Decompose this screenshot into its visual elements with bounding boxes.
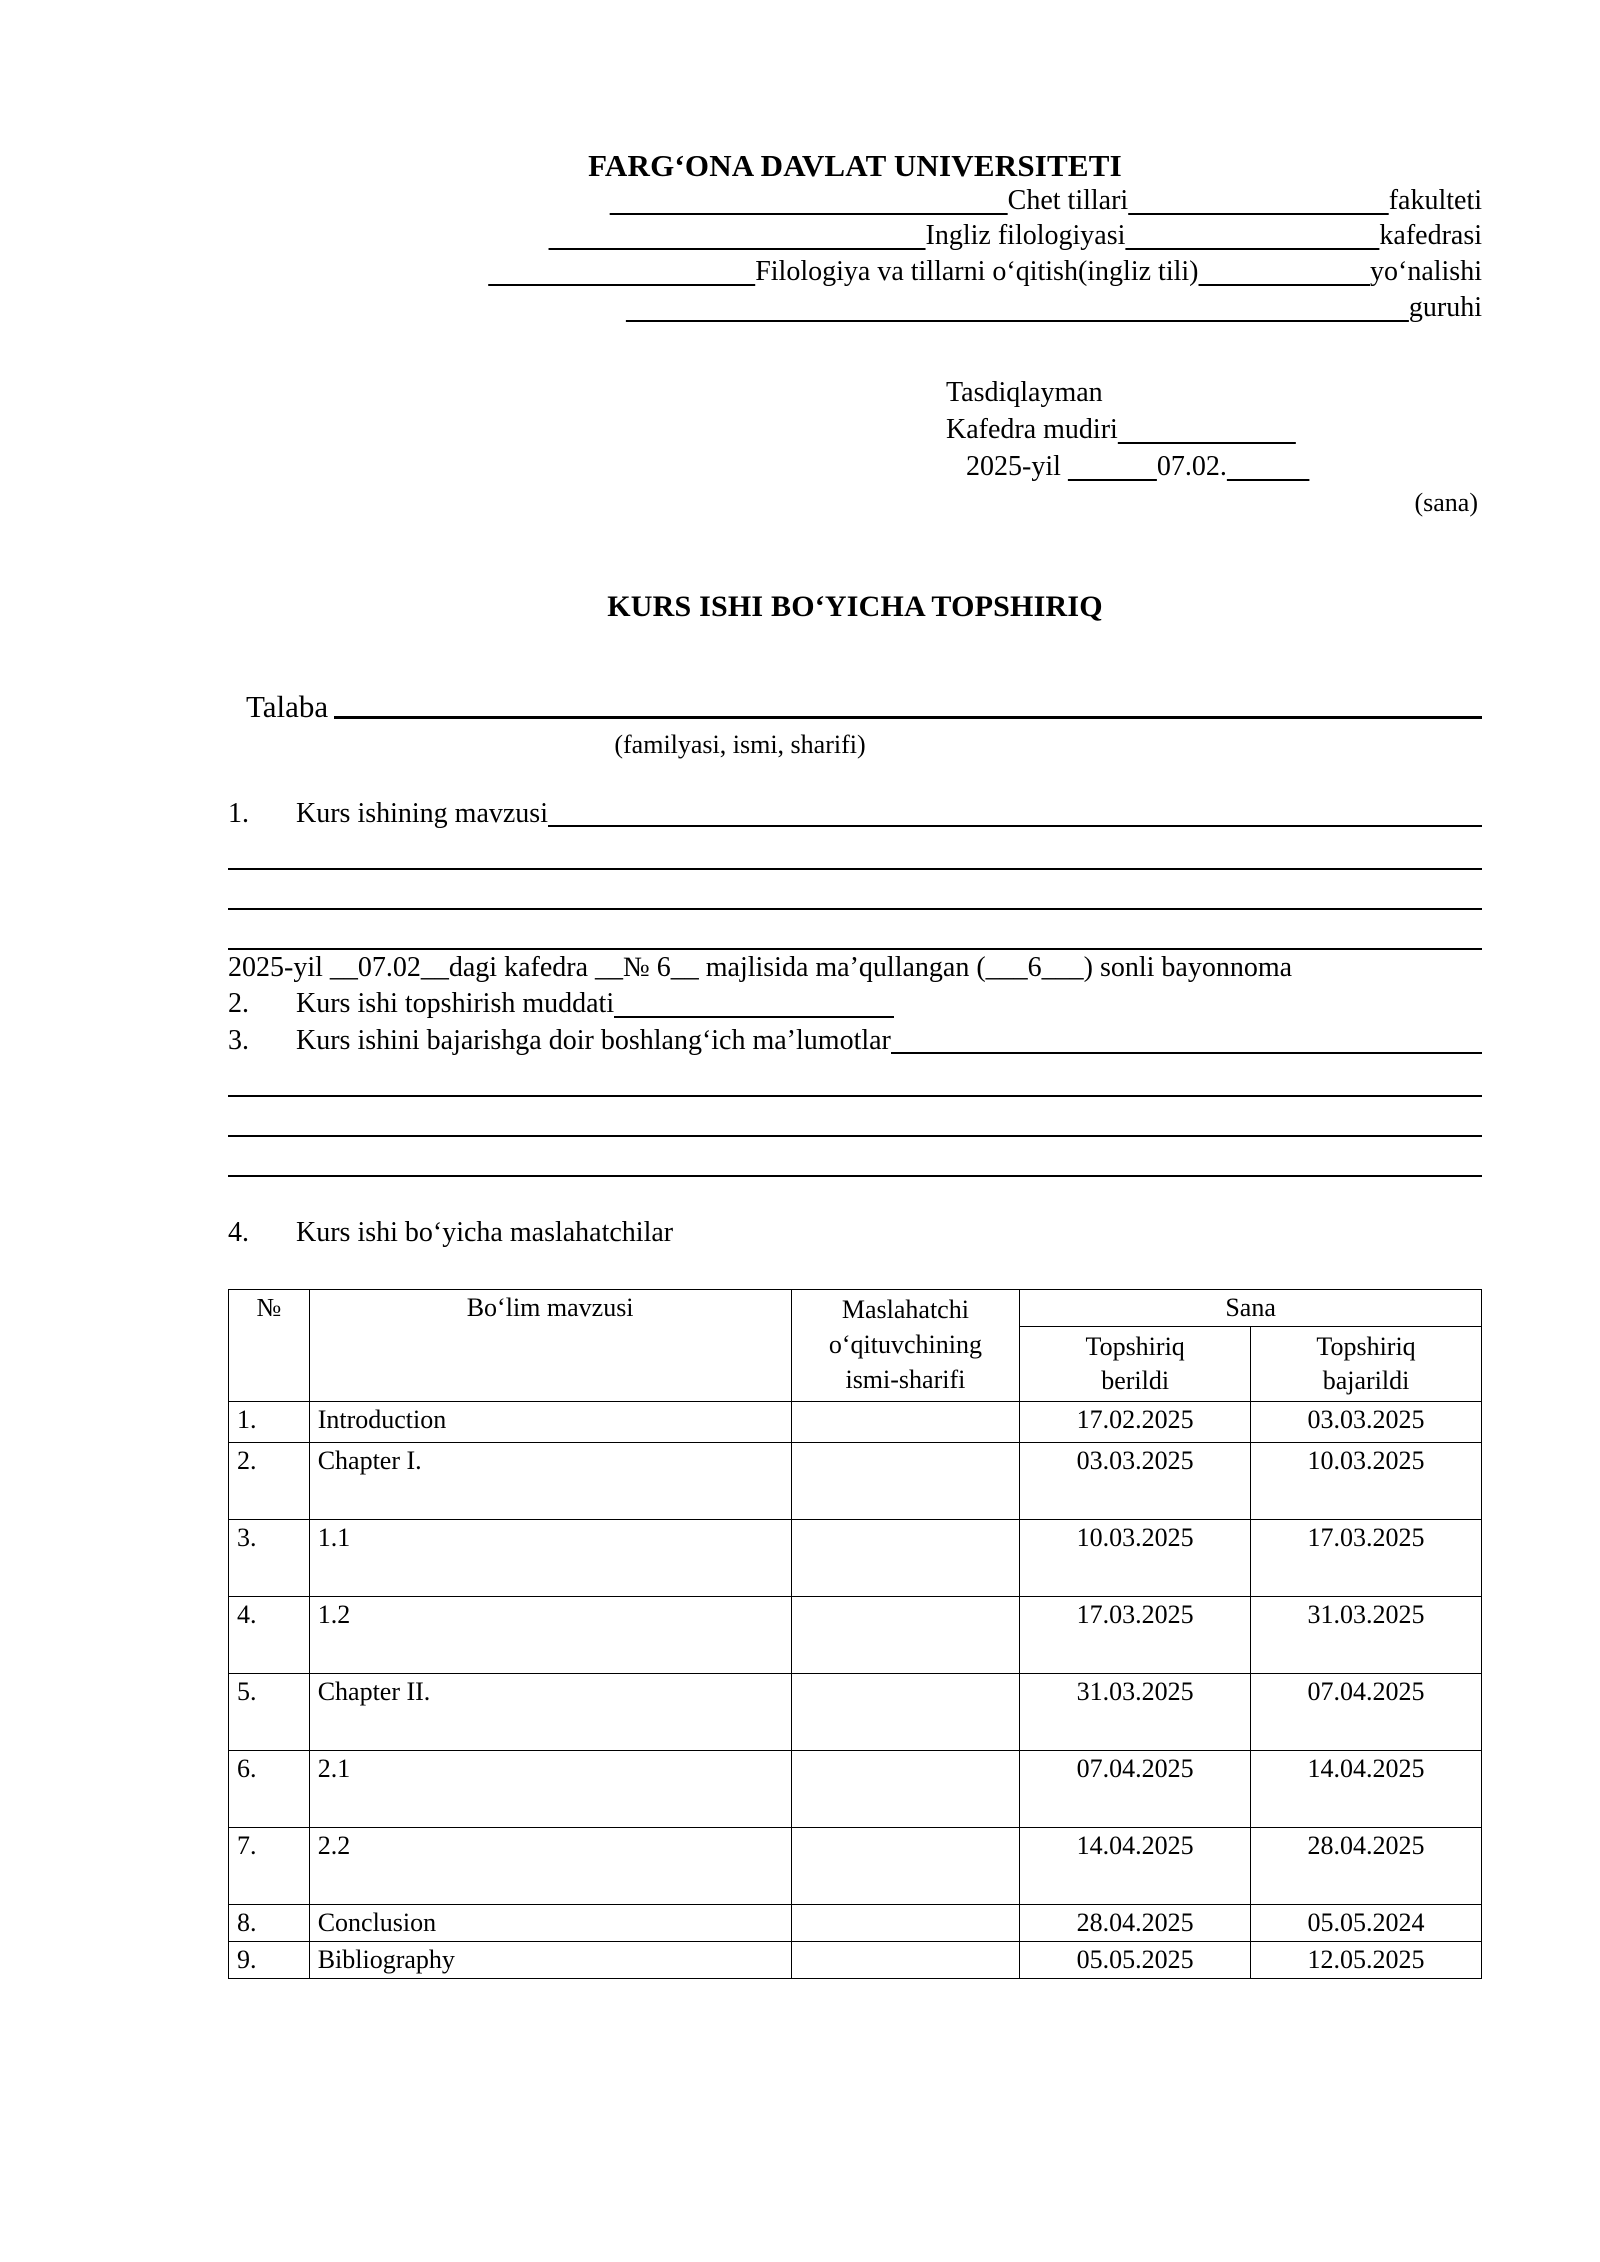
university-title: FARG‘ONA DAVLAT UNIVERSITETI — [588, 148, 1122, 183]
item-1-blank-line-1[interactable] — [228, 832, 1482, 870]
table-row — [229, 1519, 1482, 1596]
cell-no: 2. — [229, 1442, 310, 1519]
item-2-index: 2. — [228, 988, 249, 1020]
cell-topic: 1.2 — [309, 1596, 791, 1673]
department-value: Ingliz filologiyasi — [925, 220, 1126, 252]
document-content — [228, 0, 1482, 1979]
cell-topic: Bibliography — [309, 1941, 791, 1978]
approval-date-value: 07.02. — [1156, 451, 1227, 483]
cell-done: 10.03.2025 — [1251, 1442, 1482, 1519]
table-row — [229, 1827, 1482, 1904]
cell-done: 17.03.2025 — [1251, 1519, 1482, 1596]
col-header-teacher — [791, 1290, 1020, 1402]
cell-teacher[interactable] — [791, 1519, 1020, 1596]
approval-date-line — [946, 448, 1482, 485]
col-header-date-group: Sana — [1020, 1290, 1482, 1327]
table-row — [229, 1941, 1482, 1978]
col-header-teacher-line1: Maslahatchi — [841, 1295, 969, 1325]
consultants-plan-table — [228, 1289, 1482, 1979]
item-3-block — [228, 1023, 1482, 1177]
cell-no: 9. — [229, 1941, 310, 1978]
item-1-blank-line-3[interactable] — [228, 910, 1482, 950]
table-row — [229, 1596, 1482, 1673]
item-4 — [228, 1217, 1482, 1249]
cell-done: 31.03.2025 — [1251, 1596, 1482, 1673]
table-row — [229, 1401, 1482, 1442]
cell-topic: Chapter I. — [309, 1442, 791, 1519]
item-1-blank-line-2[interactable] — [228, 870, 1482, 910]
cell-given: 14.04.2025 — [1020, 1827, 1251, 1904]
cell-given: 05.05.2025 — [1020, 1941, 1251, 1978]
cell-given: 28.04.2025 — [1020, 1904, 1251, 1941]
faculty-value: Chet tillari — [1007, 184, 1129, 216]
program-label: yo‘nalishi — [1370, 256, 1482, 288]
col-header-teacher-line3: ismi-sharifi — [845, 1364, 966, 1394]
group-fill — [626, 292, 1409, 323]
col-header-done-line1: Topshiriq — [1316, 1332, 1416, 1362]
program-value: Filologiya va tillarni o‘qitish(ingliz tili) — [755, 256, 1199, 288]
item-1-input[interactable] — [548, 801, 1482, 827]
cell-no: 7. — [229, 1827, 310, 1904]
table-header-row-1 — [229, 1290, 1482, 1327]
protocol-line: 2025-yil __07.02__dagi kafedra __№ 6__ majlisida ma’qullangan (___6___) sonli bayonnoma — [228, 951, 1293, 983]
cell-done: 12.05.2025 — [1251, 1941, 1482, 1978]
approval-head-line — [946, 411, 1482, 448]
student-name-row — [228, 690, 1482, 722]
cell-given: 10.03.2025 — [1020, 1519, 1251, 1596]
cell-given: 31.03.2025 — [1020, 1673, 1251, 1750]
table-body — [229, 1401, 1482, 1978]
cell-teacher[interactable] — [791, 1827, 1020, 1904]
header-field-faculty — [228, 183, 1482, 219]
item-4-index: 4. — [228, 1217, 249, 1249]
faculty-fill-right — [1128, 185, 1389, 216]
table-row — [229, 1442, 1482, 1519]
approval-head-label: Kafedra mudiri — [946, 414, 1118, 446]
cell-no: 6. — [229, 1750, 310, 1827]
item-3-blank-line-1[interactable] — [228, 1059, 1482, 1097]
item-3 — [228, 1023, 1482, 1059]
approval-sana-note: (sana) — [1414, 487, 1478, 517]
cell-teacher[interactable] — [791, 1904, 1020, 1941]
program-fill-left — [488, 256, 755, 287]
item-1 — [228, 796, 1482, 832]
cell-topic: 2.1 — [309, 1750, 791, 1827]
department-fill-right — [1125, 220, 1379, 251]
approval-date-fill-right — [1227, 451, 1310, 482]
cell-no: 3. — [229, 1519, 310, 1596]
item-4-label: Kurs ishi bo‘yicha maslahatchilar — [296, 1217, 674, 1249]
cell-topic: Conclusion — [309, 1904, 791, 1941]
cell-given: 17.02.2025 — [1020, 1401, 1251, 1442]
cell-no: 8. — [229, 1904, 310, 1941]
item-2-block — [228, 986, 1482, 1022]
cell-done: 05.05.2024 — [1251, 1904, 1482, 1941]
student-name-caption: (familyasi, ismi, sharifi) — [614, 729, 866, 759]
col-header-topic: Bo‘lim mavzusi — [309, 1290, 791, 1402]
item-3-blank-line-2[interactable] — [228, 1097, 1482, 1137]
table-row — [229, 1750, 1482, 1827]
approval-year-label: 2025-yil — [966, 451, 1061, 483]
cell-topic: 2.2 — [309, 1827, 791, 1904]
cell-no: 4. — [229, 1596, 310, 1673]
item-2-label: Kurs ishi topshirish muddati — [296, 988, 615, 1020]
table-row — [229, 1904, 1482, 1941]
item-1-block — [228, 796, 1482, 950]
cell-topic: 1.1 — [309, 1519, 791, 1596]
col-header-given-line2: berildi — [1101, 1365, 1170, 1395]
cell-teacher[interactable] — [791, 1596, 1020, 1673]
group-label: guruhi — [1408, 292, 1482, 324]
cell-no: 1. — [229, 1401, 310, 1442]
col-header-given — [1020, 1327, 1251, 1402]
approval-head-fill — [1118, 414, 1296, 445]
department-fill-left — [549, 220, 926, 251]
faculty-label: fakulteti — [1388, 184, 1482, 216]
item-3-label: Kurs ishini bajarishga doir boshlang‘ich ma’lumotlar — [296, 1024, 891, 1056]
item-1-label: Kurs ishining mavzusi — [296, 797, 548, 829]
approval-tasdiqlayman: Tasdiqlayman — [946, 376, 1103, 408]
cell-given: 17.03.2025 — [1020, 1596, 1251, 1673]
item-2-input[interactable] — [614, 992, 894, 1018]
table-row — [229, 1673, 1482, 1750]
cell-done: 14.04.2025 — [1251, 1750, 1482, 1827]
header-field-group — [228, 290, 1482, 326]
cell-teacher[interactable] — [791, 1442, 1020, 1519]
col-header-given-line1: Topshiriq — [1085, 1332, 1185, 1362]
col-header-done-line2: bajarildi — [1322, 1365, 1410, 1395]
cell-teacher[interactable] — [791, 1673, 1020, 1750]
department-label: kafedrasi — [1379, 220, 1482, 252]
approval-block — [946, 374, 1482, 486]
col-header-no: № — [229, 1290, 310, 1402]
cell-done: 03.03.2025 — [1251, 1401, 1482, 1442]
item-3-blank-line-3[interactable] — [228, 1137, 1482, 1177]
program-fill-right — [1199, 256, 1371, 287]
cell-topic: Introduction — [309, 1401, 791, 1442]
cell-given: 03.03.2025 — [1020, 1442, 1251, 1519]
header-field-department — [228, 218, 1482, 254]
cell-done: 28.04.2025 — [1251, 1827, 1482, 1904]
student-name-input[interactable] — [334, 690, 1482, 719]
cell-given: 07.04.2025 — [1020, 1750, 1251, 1827]
cell-done: 07.04.2025 — [1251, 1673, 1482, 1750]
faculty-fill-left — [610, 185, 1008, 216]
cell-no: 5. — [229, 1673, 310, 1750]
header-fields — [228, 183, 1482, 326]
item-1-index: 1. — [228, 797, 249, 829]
item-2 — [228, 986, 1482, 1022]
item-3-index: 3. — [228, 1024, 249, 1056]
student-label: Talaba — [246, 688, 329, 724]
approval-date-fill-left — [1068, 451, 1157, 482]
cell-teacher[interactable] — [791, 1750, 1020, 1827]
cell-topic: Chapter II. — [309, 1673, 791, 1750]
page-title: KURS ISHI BO‘YICHA TOPSHIRIQ — [607, 589, 1103, 623]
cell-teacher[interactable] — [791, 1401, 1020, 1442]
header-field-program — [228, 254, 1482, 290]
col-header-teacher-line2: o‘qituvchining — [828, 1329, 982, 1359]
item-3-input[interactable] — [891, 1028, 1482, 1054]
table-head — [229, 1290, 1482, 1402]
cell-teacher[interactable] — [791, 1941, 1020, 1978]
col-header-done — [1251, 1327, 1482, 1402]
